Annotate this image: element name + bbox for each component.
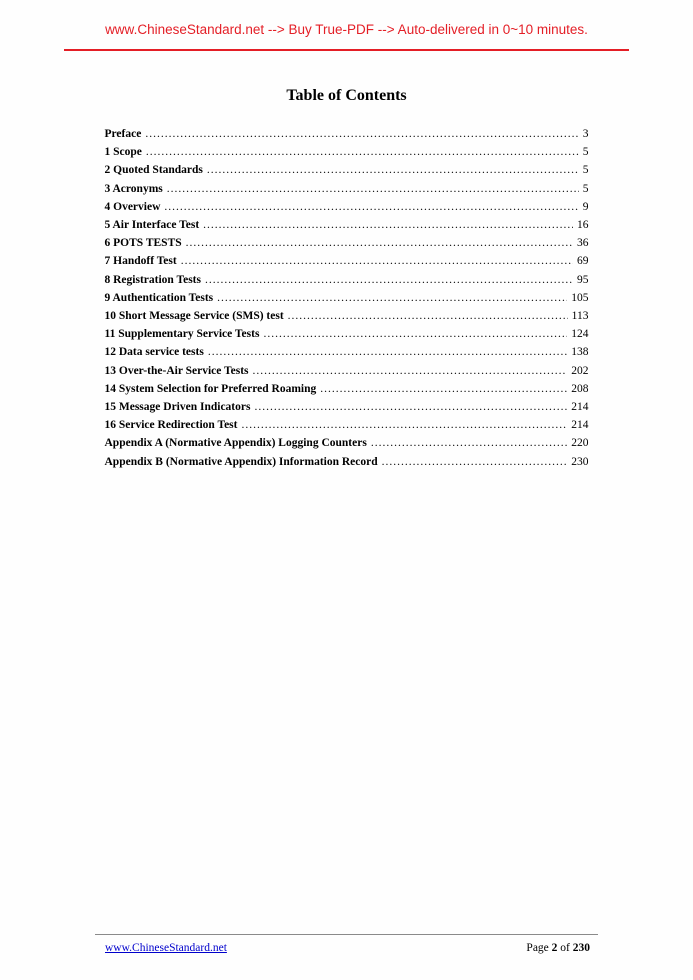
toc-entry-label: 11 Supplementary Service Tests (104, 328, 260, 341)
toc-leader-dots (253, 362, 568, 380)
toc-entry-page: 95 (577, 273, 589, 286)
toc-entry-page: 113 (571, 310, 589, 323)
toc-entry-page: 5 (582, 164, 589, 177)
toc-entry-label: 16 Service Redirection Test (104, 419, 238, 432)
toc-entry-page: 9 (582, 200, 589, 213)
toc-entry-page: 230 (571, 455, 589, 468)
toc-leader-dots (207, 161, 579, 179)
toc-entry-label: Appendix A (Normative Appendix) Logging Counters (104, 437, 367, 450)
toc-leader-dots (205, 271, 573, 289)
page-title: Table of Contents (286, 87, 407, 104)
toc-entry-page: 69 (577, 255, 589, 268)
site-banner-text: www.ChineseStandard.net --> Buy True-PDF --> Auto-delivered in 0~10 minutes. (105, 22, 588, 37)
page-footer (95, 934, 598, 954)
toc-leader-dots (203, 216, 573, 234)
toc-leader-dots (254, 398, 567, 416)
toc-entry-page: 138 (571, 346, 589, 359)
toc-entry-label: 9 Authentication Tests (104, 291, 214, 304)
toc-entry-label: Preface (104, 128, 142, 140)
toc-entry[interactable] (105, 161, 589, 179)
toc-list (105, 125, 589, 471)
toc-entry-label: 6 POTS TESTS (104, 237, 182, 250)
toc-entry-label: 1 Scope (104, 146, 142, 159)
footer-divider (95, 934, 598, 935)
toc-entry[interactable] (105, 289, 589, 307)
toc-leader-dots (263, 325, 567, 343)
toc-entry-label: 15 Message Driven Indicators (104, 401, 251, 414)
toc-entry-page: 3 (582, 128, 589, 140)
toc-entry[interactable] (105, 362, 589, 380)
toc-entry-page: 220 (571, 437, 589, 450)
toc-leader-dots (241, 416, 567, 434)
toc-leader-dots (217, 289, 567, 307)
toc-leader-dots (164, 198, 578, 216)
toc-entry[interactable] (105, 416, 589, 434)
toc-entry[interactable] (105, 434, 589, 452)
toc-entry[interactable] (105, 180, 589, 198)
toc-entry-page: 5 (582, 182, 589, 195)
footer-site-link[interactable]: www.ChineseStandard.net (105, 942, 227, 954)
toc-entry[interactable] (105, 234, 589, 252)
page-number-current: 2 (551, 942, 558, 954)
toc-leader-dots (320, 380, 567, 398)
toc-leader-dots (288, 307, 568, 325)
toc-leader-dots (208, 343, 567, 361)
toc-entry[interactable] (105, 252, 589, 270)
site-banner (0, 0, 693, 37)
toc-entry-label: 12 Data service tests (104, 346, 204, 359)
header-divider (64, 49, 629, 51)
toc-entry-label: 7 Handoff Test (104, 255, 177, 268)
toc-entry[interactable] (105, 198, 589, 216)
toc-entry[interactable] (105, 325, 589, 343)
toc-entry-label: 4 Overview (104, 200, 161, 213)
toc-entry-page: 36 (577, 237, 589, 250)
toc-entry-label: 10 Short Message Service (SMS) test (104, 310, 284, 323)
toc-entry[interactable] (105, 125, 589, 143)
toc-entry-page: 214 (571, 419, 589, 432)
toc-entry[interactable] (105, 343, 589, 361)
toc-entry-label: 5 Air Interface Test (104, 219, 200, 232)
toc-entry-page: 124 (571, 328, 589, 341)
toc-entry-page: 208 (571, 382, 589, 395)
toc-entry-label: 2 Quoted Standards (104, 164, 203, 177)
toc-entry[interactable] (105, 307, 589, 325)
toc-leader-dots (167, 180, 579, 198)
toc-entry[interactable] (105, 143, 589, 161)
toc-entry-label: 13 Over-the-Air Service Tests (104, 364, 249, 377)
toc-entry-label: 14 System Selection for Preferred Roaming (104, 382, 317, 395)
toc-entry-label: 3 Acronyms (104, 182, 163, 195)
toc-leader-dots (186, 234, 573, 252)
toc-entry[interactable] (105, 271, 589, 289)
toc-entry-label: Appendix B (Normative Appendix) Information Record (104, 455, 378, 468)
toc-entry[interactable] (105, 216, 589, 234)
toc-entry-page: 214 (571, 401, 589, 414)
toc-leader-dots (146, 143, 579, 161)
toc-entry[interactable] (105, 398, 589, 416)
toc-entry-label: 8 Registration Tests (104, 273, 201, 286)
toc-leader-dots (382, 453, 568, 471)
toc-leader-dots (371, 434, 567, 452)
toc-entry-page: 5 (582, 146, 589, 159)
page-number-prefix: Page (526, 942, 549, 954)
page-number-of: of (560, 942, 570, 954)
toc-entry[interactable] (105, 380, 589, 398)
toc-entry-page: 202 (571, 364, 589, 377)
toc-entry-page: 16 (577, 219, 589, 232)
toc-leader-dots (145, 125, 578, 143)
toc-leader-dots (181, 252, 573, 270)
toc-entry-page: 105 (571, 291, 589, 304)
page-number-total: 230 (572, 942, 590, 954)
toc-entry[interactable] (105, 453, 589, 471)
page-number (526, 942, 590, 954)
